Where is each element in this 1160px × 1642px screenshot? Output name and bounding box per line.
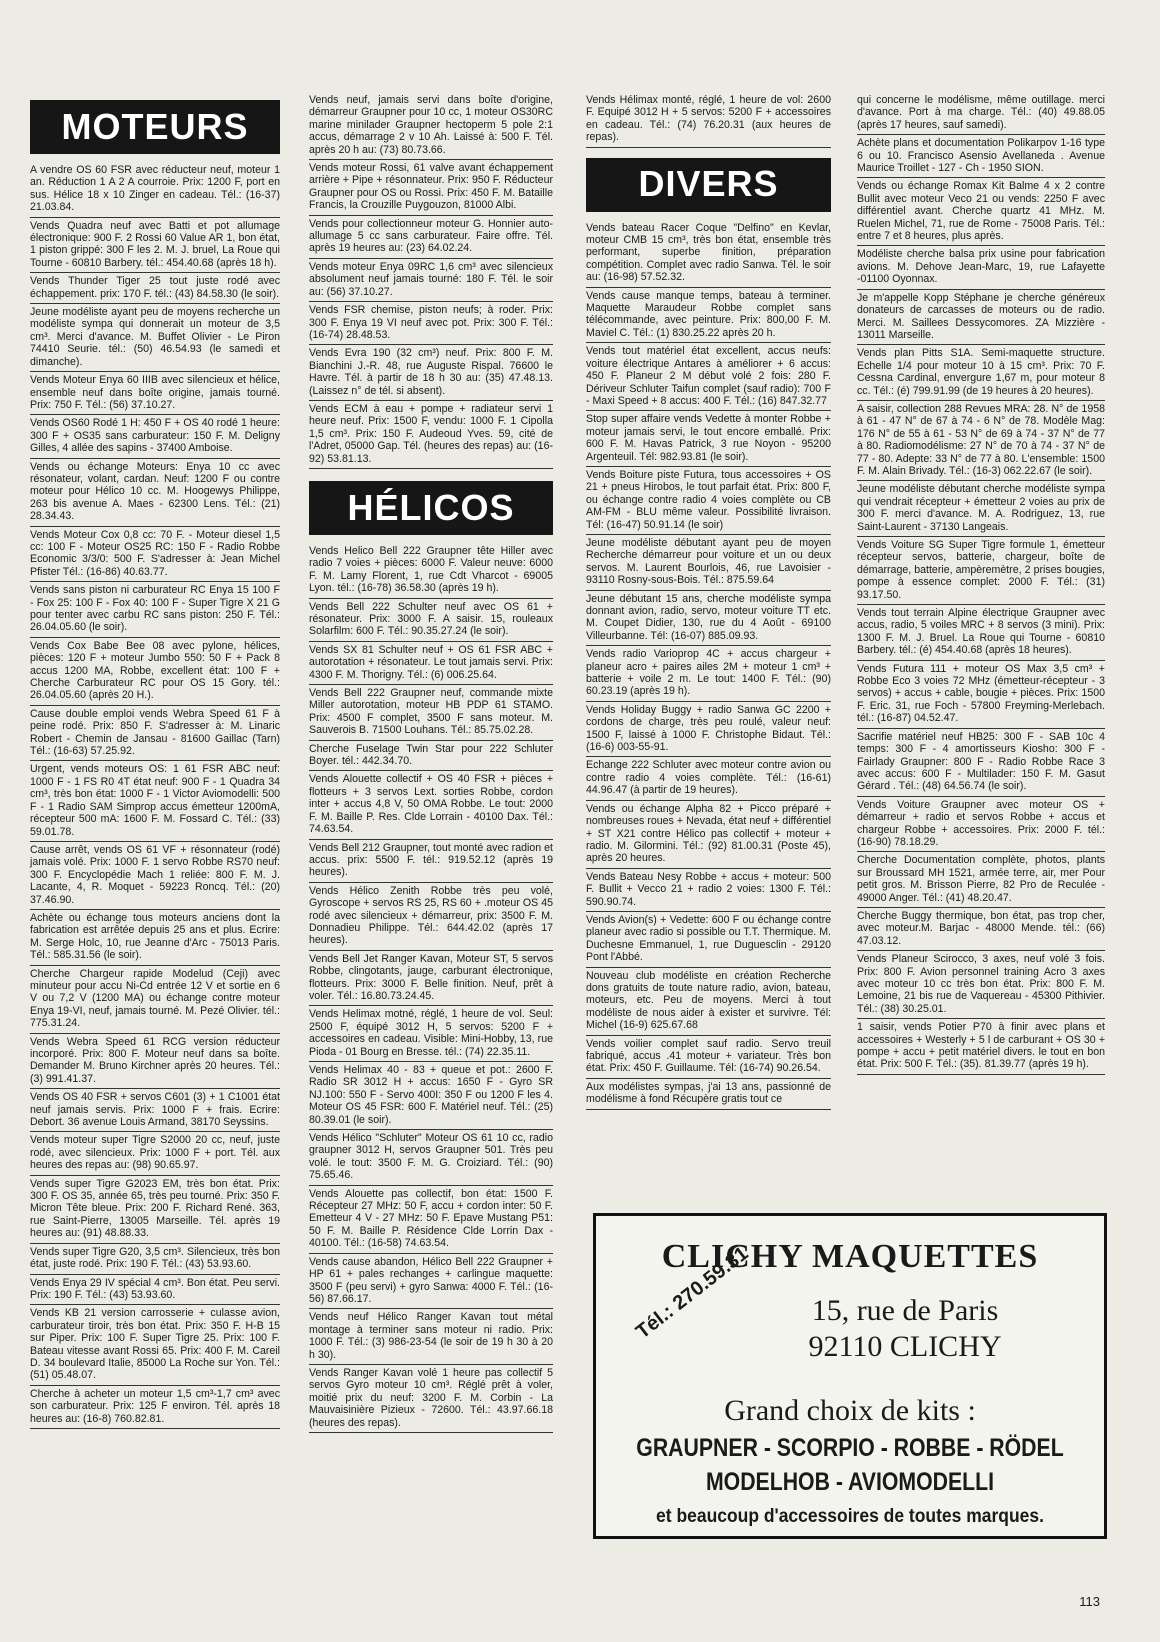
classified-ad: Vends bateau Racer Coque "Delfino" en Kevlar, moteur CMB 15 cm³, très bon état, ensemble très performant, superbe finition, préparation compétition. Complet avec radio Sanwa. Tél. le soir au: (16-98) 57.52.32. bbox=[586, 220, 831, 288]
classified-ad: 1 saisir, vends Potier P70 à finir avec plans et accessoires + Westerly + 5 l de carburant + OS 30 + pompe + accu + petit matériel divers. le tout en bon état. Prix: 500 F. Tél.: (35). 81.39.77 (après 19 h). bbox=[857, 1019, 1105, 1075]
classified-ad: A vendre OS 60 FSR avec réducteur neuf, moteur 1 an. Réduction 1 A 2 A courroie. Prix: 1200 F, port en sus. Hélice 18 x 10 Zinger en cadeau. Tél.: (16-37) 21.03.84. bbox=[30, 162, 280, 218]
classified-ad: Cause arrêt, vends OS 61 VF + résonnateur (rodé) jamais volé. Prix: 1000 F. 1 servo Robbe RS70 neuf: 300 F. Encyclopédie Mach 1 reliée: 800 F. M. J. Lacante, 4, R. Moquet - 59223 Roncq. Tél.: (20) 37.46.90. bbox=[30, 842, 280, 910]
classified-ad: Vends super Tigre G2023 EM, très bon état. Prix: 300 F. OS 35, année 65, très peu tourné. Prix: 350 F. Micron Tête bleue. Prix: 200 F. Richard René. 363, rue Saint-Pierre, 13005 Marseille. Tél. après 19 heures au: (91) 48.88.33. bbox=[30, 1176, 280, 1244]
classified-ad: Vends neuf Hélico Ranger Kavan tout métal montage à terminer sans moteur ni radio. Prix: 1000 F. Tél.: (3) 986-23-54 (le soir de 19 h 30 à 20 h 30). bbox=[309, 1309, 553, 1365]
classified-ad: Vends Webra Speed 61 RCG version réducteur incorporé. Prix: 800 F. Moteur neuf dans sa boîte. Demander M. Bruno Kirchner après 20 heures. Tél.: (3) 991.41.37. bbox=[30, 1034, 280, 1090]
classified-ad: Vends Hélimax monté, réglé, 1 heure de vol: 2600 F. Equipé 3012 H + 5 servos: 5200 F + accessoires en cadeau. Tél.: (74) 76.20.31 (aux heures de repas). bbox=[586, 92, 831, 148]
classified-ad: Vends neuf, jamais servi dans boîte d'origine, démarreur Graupner pour 10 cc, 1 moteur OS30RC marine minilader Graupner hectoperm 5 pole 2:1 accus, démarrage 2 v 10 Ah. Laissé à: 500 F. Tél. après 20 h au: (73) 80.73.66. bbox=[309, 92, 553, 160]
classified-ad: Vends pour collectionneur moteur G. Honnier auto-allumage 5 cc sans carburateur. Faire offre. Tél. après 19 heures au: (23) 64.02.24. bbox=[309, 216, 553, 259]
advert-tagline: Grand choix de kits : bbox=[724, 1394, 976, 1427]
classified-ad: Vends ou échange Romax Kit Balme 4 x 2 contre Bullit avec moteur Veco 21 ou vends: 2250 F avec différentiel avant. Cherche quartz 41 MHz. M. Ruelen Michel, 71, rue de Rome - 75008 Paris. Tél.: entre 7 et 8 heures, plus après. bbox=[857, 178, 1105, 246]
classified-ad: Cherche Fuselage Twin Star pour 222 Schluter Boyer. tél.: 442.34.70. bbox=[309, 741, 553, 772]
classified-ad: Vends FSR chemise, piston neufs; à roder. Prix: 300 F. Enya 19 VI neuf avec pot. Prix: 300 F. Tél.: (16-74) 28.48.53. bbox=[309, 302, 553, 345]
classified-ad: Vends Cox Babe Bee 08 avec pylone, hélices, pièces: 120 F + moteur Jumbo 550: 50 F + Pack 8 accus 1200 MA, Robbe, excellent état: 100 F + Cherche Carburateur RC pour OS 15 Gory. tél.: 26.04.05.60 (après 20 H.). bbox=[30, 638, 280, 706]
column-2 bbox=[309, 92, 553, 1433]
classified-ad: Je m'appelle Kopp Stéphane je cherche généreux donateurs de carcasses de moteurs ou de radio. Merci. M. Saillees Dessycomores. ZA Mizzière - 13011 Marseille. bbox=[857, 290, 1105, 346]
classified-ad: Stop super affaire vends Vedette à monter Robbe + moteur jamais servi, le tout encore emballé. Prix: 600 F. M. Havas Patrick, 3 rue Noyon - 95200 Argenteuil. Tél: 982.93.81 (le soir). bbox=[586, 411, 831, 467]
clichy-maquettes-advert bbox=[593, 1213, 1107, 1539]
classified-list-moteurs-cont bbox=[309, 92, 553, 469]
classified-ad: Vends Bateau Nesy Robbe + accus + moteur: 500 F. Bullit + Vecco 21 + radio 2 voies: 1300 F. Tél.: 590.90.74. bbox=[586, 869, 831, 912]
classified-ad: Vends Avion(s) + Vedette: 600 F ou échange contre planeur avec radio si possible ou T.T. Thermique. M. Duchesne Emmanuel, 1, rue Duguesclin - 29120 Pont l'Abbé. bbox=[586, 912, 831, 968]
classified-ad: Jeune débutant 15 ans, cherche modéliste sympa donnant avion, radio, servo, moteur voiture TT etc. M. Coupet Didier, 130, rue du 4 Août - 69100 Villeurbanne. Tél: (16-07) 885.09.93. bbox=[586, 591, 831, 647]
classified-ad: Vends tout terrain Alpine électrique Graupner avec accus, radio, 5 voiles MRC + 8 servos (3 mini). Prix: 1300 F. M. J. Bruel. La Roue qui Tourne - 60810 Barbery. tél.: (é) 454.40.68 (après 18 heures). bbox=[857, 605, 1105, 661]
classified-ad: Achète plans et documentation Polikarpov 1-16 type 6 ou 10. Francisco Asensio Avellaneda . Avenue Maurice Troillet - 127 - Ch - 1950 SION. bbox=[857, 135, 1105, 178]
classified-ad: Vends cause abandon, Hélico Bell 222 Graupner + HP 61 + pales rechanges + carlingue maquette: 3500 F (peu servi) + gyro Sanwa: 4000 F. Tél.: (16-56) 87.66.17. bbox=[309, 1254, 553, 1310]
classified-ad: Vends sans piston ni carburateur RC Enya 15 100 F - Fox 25: 100 F - Fox 40: 100 F - Super Tigre X 21 G pour tenter avec carbu RC sans piston: 250 F. Tél.: 26.04.05.60 (le soir). bbox=[30, 582, 280, 638]
classified-ad: Vends ou échange Alpha 82 + Picco préparé + nombreuses roues + Nevada, état neuf + différentiel + ST X21 contre Hélico pas collectif + moteur + radio. M. Gilormini. Tél.: (92) 81.00.31 (Poste 45), après 20 heures. bbox=[586, 801, 831, 869]
classified-ad: Vends Bell 212 Graupner, tout monté avec radion et accus. prix: 5500 F. tél.: 919.52.12 (après 19 heures). bbox=[309, 840, 553, 883]
classified-ad: Vends tout matériel état excellent, accus neufs: voiture électrique Antares à améliorer + 6 accus: 450 F. Planeur 2 M début volé 2 fois: 280 F. Dériveur Schluter Taifun complet (sauf radio): 700 F - Maxi Speed + 8 accus: 400 F. Tél.: (16) 847.32.77 bbox=[586, 343, 831, 411]
classified-ad: Vends Thunder Tiger 25 tout juste rodé avec échappement. prix: 170 F. tél.: (43) 84.58.30 (le soir). bbox=[30, 273, 280, 304]
classified-ad: Nouveau club modéliste en création Recherche dons gratuits de toute nature radio, avion, bateau, moteurs, etc. Peu de moyens. Merci à tout modéliste de nous aider à exister et survivre. Tél: Michel (16-9) 625.67.68 bbox=[586, 968, 831, 1036]
column-3 bbox=[586, 92, 831, 1110]
classified-ad: Vends Boiture piste Futura, tous accessoires + OS 21 + pneus Hirobos, le tout parfait état. Prix: 800 F, ou échange contre radio 4 voies complète ou CB AM-FM - BLU même valeur. Possibilité livraison. Tél: (16-47) 50.91.14 (le soir) bbox=[586, 467, 831, 535]
classified-ad: Vends Bell 222 Graupner neuf, commande mixte Miller autorotation, moteur HB PDP 61 STAMO. Prix: 4500 F complet, 3500 F sans moteur. M. Sauverois B. 71500 Louhans. Tél.: 85.75.02.28. bbox=[309, 685, 553, 741]
classified-ad: Jeune modéliste ayant peu de moyens recherche un modéliste sympa qui donnerait un moteur de 3,5 cm³. Merci d'avance. M. Buffet Olivier - Le Piron 74410 Seurie. tél.: (50) 46.54.93 (le samedi et dimanche). bbox=[30, 304, 280, 372]
classified-ad: Vends cause manque temps, bateau à terminer. Maquette Maraudeur Robbe complet sans télécommande, avec peinture. Prix: 800,00 F. M. Maviel C. Tél.: (1) 830.25.22 après 20 h. bbox=[586, 288, 831, 344]
classified-ad: Vends Planeur Scirocco, 3 axes, neuf volé 3 fois. Prix: 800 F. Avion personnel training Acro 3 axes avec moteur 10 cc très bon état. Prix: 800 F. M. Lemoine, 21 bis rue de Vaquereau - 45300 Pithivier. Tél.: (38) 30.25.01. bbox=[857, 951, 1105, 1019]
classified-ad: Sacrifie matériel neuf HB25: 300 F - SAB 10c 4 temps: 300 F - 4 amortisseurs Kiosho: 300 F - Fairlady Graupner: 800 F - Radio Robbe Race 3 avec accus: 600 F - Multilader: 150 F. M. Gasut Gérard . Tél.: (48) 64.56.74 (le soir). bbox=[857, 729, 1105, 797]
classified-list-helicos bbox=[309, 543, 553, 1433]
classified-list-divers bbox=[586, 220, 831, 1110]
classified-ad: Vends super Tigre G20, 3,5 cm³. Silencieux, très bon état, juste rodé. Prix: 190 F. Tél.: (43) 53.93.60. bbox=[30, 1244, 280, 1275]
page-number: 113 bbox=[1079, 1594, 1100, 1609]
classified-ad: Echange 222 Schluter avec moteur contre avion ou contre radio 4 voies complète. Tél.: (16-61) 44.96.47 (à partir de 19 heures). bbox=[586, 757, 831, 800]
classified-ad: Urgent, vends moteurs OS: 1 61 FSR ABC neuf: 1000 F - 1 FS R0 4T état neuf: 900 F - 1 Quadra 34 cm³, très bon état: 1000 F - 1 Victor Aviomodelli: 500 F - 1 Radio SAM Simprop accus émetteur 1200mA, récepteur 500 mA: 1600 F. M. Fossard C. Tél.: (33) 59.01.78. bbox=[30, 761, 280, 841]
classified-ad: Vends Voiture SG Super Tigre formule 1, émetteur récepteur servos, batterie, chargeur, boîte de démarrage, batterie, ampèremètre, 2 prises bougies, pompe à essence complet: 2000 F. Tél.: (31) 93.17.50. bbox=[857, 537, 1105, 605]
classified-list-divers-cont bbox=[857, 92, 1105, 1075]
classified-ad: Cherche Documentation complète, photos, plants sur Broussard MH 1521, armée terre, air, mer Pour petit gros. M. Brisson Pierre, 82 Pro de Reculée - 49000 Anger. Tél.: (41) 48.20.47. bbox=[857, 852, 1105, 908]
classified-ad: Aux modélistes sympas, j'ai 13 ans, passionné de modélisme à fond Récupère gratis tout ce bbox=[586, 1079, 831, 1110]
classified-ad: Vends moteur Rossi, 61 valve avant échappement arrière + Pipe + résonnateur. Prix: 950 F. Réducteur Graupner pour OS ou Rossi. Prix: 450 F. M. Bataille Francis, la Crouzille Puygouzon, 81000 Albi. bbox=[309, 160, 553, 216]
classified-ad: Vends Moteur Cox 0,8 cc: 70 F. - Moteur diesel 1,5 cc: 100 F - Moteur OS25 RC: 150 F - Radio Robbe Economic 3/3/0: 500 F. S'adresser à: Jean Michel Pfister Tél.: (16-86) 40.63.77. bbox=[30, 527, 280, 583]
classified-ad: Vends voilier complet sauf radio. Servo treuil fabriqué, accus .41 moteur + variateur. Très bon état. Prix: 450 F. Guillaume. Tél: (16-74) 90.26.54. bbox=[586, 1036, 831, 1079]
classified-ad: Vends Helico Bell 222 Graupner tête Hiller avec radio 7 voies + pièces: 6000 F. Valeur neuve: 6000 F. M. Lamy Florent, 1, rue Cdt Vharcot - 69005 Lyon. tél.: (16-78) 36.58.30 (après 19 h). bbox=[309, 543, 553, 599]
classified-ad: Vends ou échange Moteurs: Enya 10 cc avec résonateur, volant, cardan. Neuf: 1200 F ou contre moteur pour Hélico 10 cc. M. Hoogewys Philippe, 263 bis avenue A. Maes - 62300 Lens. Tél.: (21) 28.34.43. bbox=[30, 459, 280, 527]
classified-list-moteurs bbox=[30, 162, 280, 1429]
classified-ad: Vends Futura 111 + moteur OS Max 3,5 cm³ + Robbe Eco 3 voies 72 MHz (émetteur-récepteur - 3 servos) + accus + cable, bougie + pièces. Prix: 1500 F. Eric. 31, rue Foch - 57800 Freyming-Merlebach. tél.: (16-87) 04.52.47. bbox=[857, 661, 1105, 729]
column-1 bbox=[30, 92, 280, 1429]
classified-ad: Modéliste cherche balsa prix usine pour fabrication avions. M. Dehove Jean-Marc, 19, rue Lafayette -01100 Oyonnax. bbox=[857, 246, 1105, 289]
classified-ad: Vends Quadra neuf avec Batti et pot allumage électronique: 900 F. 2 Rossi 60 Value AR 1, bon état, 1 piston grippé: 300 F les 2. M. J. bruel, La Roue qui Tourne - 60810 Barbery. tél.: 454.40.68 (après 18 h). bbox=[30, 218, 280, 274]
classified-ad: Vends KB 21 version carrosserie + culasse avion, carburateur tiroir, très bon état. Prix: 350 F. H-B 15 sur Piper. Prix: 100 F. Super Tigre 25. Prix: 100 F. Bateau vitesse avant Rossi 65. Prix: 400 F. M. Careil D. 34 boulevard Italie, 85000 La Roche sur Yon. Tél.: (51) 05.48.07. bbox=[30, 1305, 280, 1385]
classified-ad: Vends Moteur Enya 60 IIIB avec silencieux et hélice, ensemble neuf dans boîte origine, jamais tourné. Prix: 750 F. Tél.: (56) 37.10.27. bbox=[30, 372, 280, 415]
section-header-divers: DIVERS bbox=[586, 158, 831, 212]
classified-ad: Vends Hélico Zenith Robbe très peu volé, Gyroscope + servos RS 25, RS 60 + .moteur OS 45 rodé avec silencieux + démarreur, prix: 3500 F. M. Donnadieu Philippe. Tél.: 644.42.02 (après 17 heures). bbox=[309, 883, 553, 951]
classified-ad: Vends ECM à eau + pompe + radiateur servi 1 heure neuf. Prix: 1500 F, vendu: 1000 F. 1 Cipolla 1,5 cm³. Prix: 150 F. Audeoud Yves. 59, cité de l'Adret, 05000 Gap. Tél. (heures des repas) au: (16-92) 53.81.13. bbox=[309, 401, 553, 469]
advert-address-city: 92110 CLICHY bbox=[808, 1330, 1002, 1363]
column-4 bbox=[857, 92, 1105, 1075]
classified-ad: Vends moteur Enya 09RC 1,6 cm³ avec silencieux absolument neuf jamais tourné: 180 F. Tél. le soir au: (56) 37.10.27. bbox=[309, 259, 553, 302]
classified-ad: Vends Helimax 40 - 83 + queue et pot.: 2600 F. Radio SR 3012 H + accus: 1650 F - Gyro SR NJ.100: 550 F - Servo 400I: 350 F ou 1200 F les 4. Moteur OS 45 FSR: 600 F. Matériel neuf. Tél.: (25) 80.39.01 (le soir). bbox=[309, 1062, 553, 1130]
classified-ad: Vends moteur super Tigre S2000 20 cc, neuf, juste rodé, avec silencieux. Prix: 1000 F + port. Tél. aux heures des repas au: (98) 90.65.97. bbox=[30, 1132, 280, 1175]
classified-ad: Cherche Chargeur rapide Modelud (Ceji) avec minuteur pour accu Ni-Cd entrée 12 V et sortie en 6 V ou 7,2 V (1200 MA) ou échange contre moteur Enya 19-VI, neuf, jamais tourné. M. Pezé Olivier. tél.: 775.31.24. bbox=[30, 966, 280, 1034]
classified-ad: Cherche Buggy thermique, bon état, pas trop cher, avec moteur.M. Barjac - 48000 Mende. tél.: (66) 47.03.12. bbox=[857, 908, 1105, 951]
advert-brands-line-2: MODELHOB - AVIOMODELLI bbox=[705, 1468, 995, 1496]
classified-ad: Vends Holiday Buggy + radio Sanwa GC 2200 + cordons de charge, très peu roulé, valeur neuf: 1500 F, laissé à 1000 F. Christophe Bidaut. Tél.: (16-6) 003-55-91. bbox=[586, 702, 831, 758]
classified-ad: Vends Alouette collectif + OS 40 FSR + pièces + flotteurs + 3 servos Lext. sorties Robbe, cordon inter + accus 4,8 V, 50 OMA Robbe. Le tout: 2000 F. M. Baille P. Res. Clde Lorrain - 40100 Dax. Tél.: 74.63.54. bbox=[309, 771, 553, 839]
classified-ad: Vends Alouette pas collectif, bon état: 1500 F. Récepteur 27 MHz: 50 F, accu + cordon inter: 50 F. Emetteur 4 V - 27 MHz: 50 F. Epave Mustang P51: 50 F. M. Baille P. Résidence Clde Lorrin Dax - 40100. Tél.: (16-58) 74.63.54. bbox=[309, 1186, 553, 1254]
classified-ad: Vends radio Varioprop 4C + accus chargeur + planeur acro + paires ailes 2M + moteur 1 cm³ + batterie + voile 2 m. Le tout: 1400 F. Tél.: (90) 60.23.19 (après 19 h). bbox=[586, 646, 831, 702]
classified-ad: Vends Ranger Kavan volé 1 heure pas collectif 5 servos Gyro moteur 10 cm³. Réglé prêt à voler, moitié prix du neuf: 3200 F. M. Corbin - La Mauvaisinière Pizieux - 72600. Tél.: 43.97.66.18 (heures des repas). bbox=[309, 1365, 553, 1433]
classified-ad: Vends Bell Jet Ranger Kavan, Moteur ST, 5 servos Robbe, clingotants, jauge, carburant électronique, flotteurs. Prix: 3000 F. Belle finition. Neuf, prêt à voler. Tél.: 16.80.73.24.45. bbox=[309, 951, 553, 1007]
section-header-helicos: HÉLICOS bbox=[309, 481, 553, 535]
classified-list-helicos-cont bbox=[586, 92, 831, 148]
classified-ad: Achète ou échange tous moteurs anciens dont la fabrication est arrêtée depuis 25 ans et plus. Ecrire: M. Serge Holc, 10, rue Jeanne d'Arc - 75013 Paris. Tél.: 585.31.56 (le soir). bbox=[30, 910, 280, 966]
classified-ad: qui concerne le modélisme, même outillage. merci d'avance. Port à ma charge. Tél.: (40) 49.88.05 (après 17 heures, sauf samedi). bbox=[857, 92, 1105, 135]
classified-ad: Jeune modéliste débutant cherche modéliste sympa qui vendrait récepteur + émetteur 2 voies au prix de 300 F. merci d'avance. M. A. Rodriguez, 13, rue Saint-Laurent - 37130 Langeais. bbox=[857, 481, 1105, 537]
classified-ad: Vends OS60 Rodé 1 H: 450 F + OS 40 rodé 1 heure: 300 F + OS35 sans carburateur: 150 F. M. Deligny Gilles, 4 allée des sapins - 37400 Amboise. bbox=[30, 415, 280, 458]
classified-ad: Vends plan Pitts S1A. Semi-maquette structure. Echelle 1/4 pour moteur 10 à 15 cm³. Prix: 70 F. Cessna Cardinal, envergure 1,67 m, pour moteur 8 cc. Tél.: (é) 799.91.99 (de 19 heures à 20 heures). bbox=[857, 345, 1105, 401]
section-header-moteurs: MOTEURS bbox=[30, 100, 280, 154]
classified-ad: Vends SX 81 Schulter neuf + OS 61 FSR ABC + autorotation + résonateur. Le tout jamais servi. Prix: 4300 F. M. Thorigny. Tél.: (6) 006.25.64. bbox=[309, 642, 553, 685]
classified-ad: Jeune modéliste débutant ayant peu de moyen Recherche démarreur pour voiture et un ou deux servos. M. Laurent Bourlois, 46, rue Lavoisier - 93110 Rosny-sous-Bois. Tél.: 875.59.64 bbox=[586, 535, 831, 591]
advert-title: CLICHY MAQUETTES bbox=[661, 1238, 1039, 1275]
advert-footer-line: et beaucoup d'accessoires de toutes marques. bbox=[656, 1506, 1044, 1527]
classified-ad: Cause double emploi vends Webra Speed 61 F à peine rodé. Prix: 850 F. S'adresser à: M. Linaric Robert - Chemin de Jansau - 81600 Gaillac (Tarn) Tél.: (16-63) 57.25.92. bbox=[30, 706, 280, 762]
classified-ad: A saisir, collection 288 Revues MRA: 28. N° de 1958 à 61 - 47 N° de 67 à 74 - 6 N° de 78. Modèle Mag: 176 N° de 55 à 61 - 53 N° de 69 à 74 - 37 N° de 77 à 80. Radiomodélisme: 27 N° de 70 à 74 - 37 N° de 77 - 80. Adepte: 33 N° de 77 à 80. L'ensemble: 1500 F. M. Alain Brivady. Tél.: (16-3) 062.22.67 (le soir). bbox=[857, 401, 1105, 481]
advert-brands-line-1: GRAUPNER - SCORPIO - ROBBE - RÖDEL bbox=[636, 1434, 1064, 1462]
classified-ad: Vends Hélico "Schluter" Moteur OS 61 10 cc, radio graupner 3012 H, servos Graupner 501. Très peu volé. le tout: 3500 F. M. G. Croiziard. Tél.: (90) 75.65.46. bbox=[309, 1130, 553, 1186]
classified-ad: Vends Voiture Graupner avec moteur OS + démarreur + radio et servos Robbe + accus et chargeur Robbe + accessoires. Prix: 2000 F. tél.: (16-90) 78.18.29. bbox=[857, 797, 1105, 853]
classified-ad: Vends Enya 29 IV spécial 4 cm³. Bon état. Peu servi. Prix: 190 F. Tél.: (43) 53.93.60. bbox=[30, 1275, 280, 1306]
classified-ad: Vends Helimax motné, réglé, 1 heure de vol. Seul: 2500 F, équipé 3012 H, 5 servos: 5200 F + accessoires en cadeau. Visible: Mini-Hobby, 13, rue Pioda - 01 Bourg en Bresse. tél.: (74) 22.35.11. bbox=[309, 1006, 553, 1062]
classified-ad: Cherche à acheter un moteur 1,5 cm³-1,7 cm³ avec son carburateur. Prix: 125 F environ. Tél. après 18 heures au: (16-8) 760.82.81. bbox=[30, 1386, 280, 1429]
classified-ad: Vends Bell 222 Schulter neuf avec OS 61 + résonateur. Prix: 3000 F. A saisir. 15, rouleaux Solarfilm: 600 F. Tél.: 90.35.27.24 (le soir). bbox=[309, 599, 553, 642]
classified-ad: Vends OS 40 FSR + servos C601 (3) + 1 C1001 état neuf jamais servis. Prix: 1000 F + frais. Ecrire: Debort. 36 avenue Louis Armand, 38170 Seyssins. bbox=[30, 1089, 280, 1132]
classified-ad: Vends Evra 190 (32 cm³) neuf. Prix: 800 F. M. Bianchini J.-R. 48, rue Auguste Rispal. 76600 le Havre. Tél. à partir de 18 h 30 au: (35) 47.48.13. (Laissez n° de tél. si absent). bbox=[309, 345, 553, 401]
advert-phone: Tél.: 270.59.31 bbox=[632, 1242, 753, 1344]
advert-address-street: 15, rue de Paris bbox=[811, 1294, 999, 1327]
